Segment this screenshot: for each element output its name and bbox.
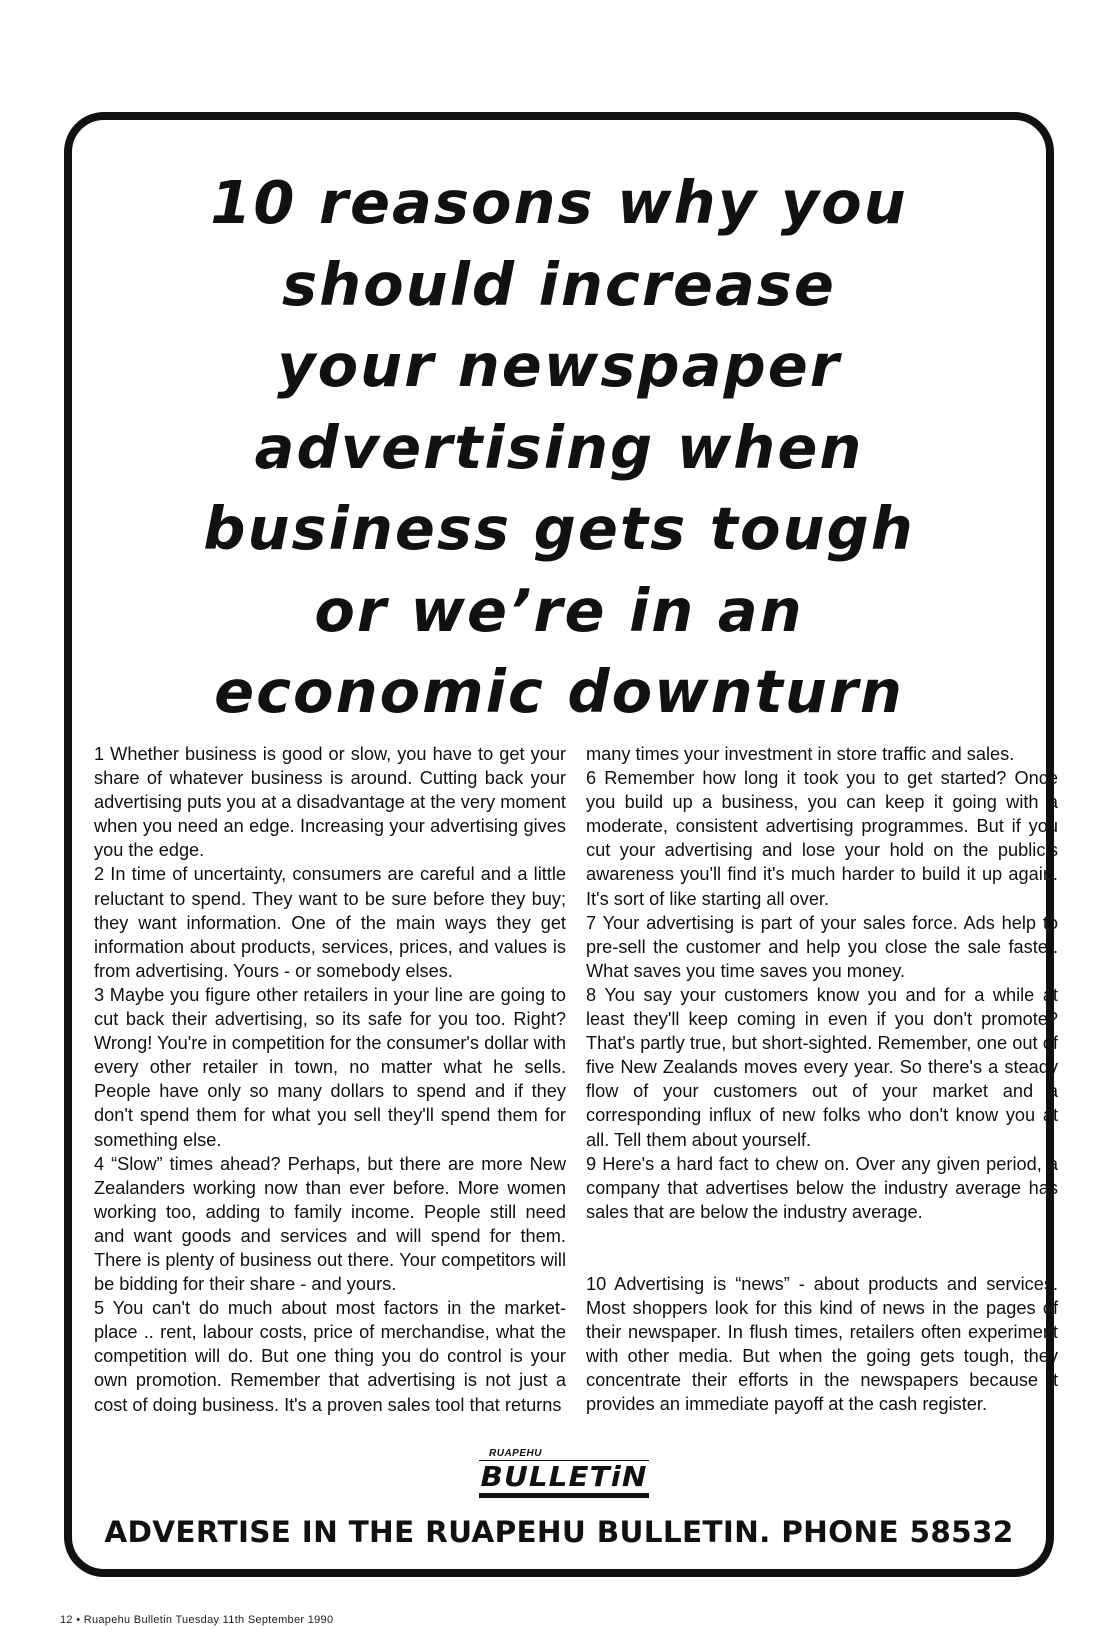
reason-text: You can't do much about most factors in the market-place .. rent, labour costs, price of merchandise, what the competition will do. But one thing you do control is your own promotion. Remember that advertising is not just a cost of doing business. It's a proven sales tool that returns: [94, 1298, 566, 1415]
headline-line: your newspaper: [277, 331, 841, 400]
reason-number: 6: [586, 768, 597, 789]
headline: [72, 162, 1046, 733]
reason-text: Whether business is good or slow, you have to get your share of whatever business is around. Cutting back your advertising puts you at a disadvantage at the very moment when you need an edge. Increasing your advertising gives you the edge.: [94, 744, 566, 861]
reason-8: [586, 983, 1058, 1152]
reason-number: 9: [586, 1153, 597, 1174]
body-columns: [94, 742, 1058, 1415]
reason-text: Advertising is “news” - about products and services. Most shoppers look for this kind of news in the pages of their newspaper. In flush times, retailers often experiment with other media. But when the going gets tough, they concentrate their efforts in the newspapers because it provides an immediate payoff at the cash register.: [586, 1273, 1058, 1415]
headline-line: advertising when: [254, 412, 864, 482]
reason-number: 3: [94, 984, 105, 1005]
reason-text: Remember how long it took you to get started? Once you build up a business, you can keep it going with a moderate, consistent advertising programmes. But if you cut your advertising and lose your hold on the public's awareness you'll find it's much harder to build it up again. It's sort of like starting all over.: [586, 768, 1058, 909]
call-to-action: ADVERTISE IN THE RUAPEHU BULLETIN. PHONE 58532: [104, 1515, 1014, 1549]
reason-5-continuation: many times your investment in store traffic and sales.: [586, 744, 1015, 764]
reason-text: Your advertising is part of your sales force. Ads help to pre-sell the customer and help you close the sale faster. What saves you time saves you money.: [586, 912, 1058, 981]
headline-line: business gets tough: [203, 494, 915, 563]
reason-3: [94, 983, 566, 1152]
reason-text: In time of uncertainty, consumers are careful and a little reluctant to spend. They want to be sure before they buy; they want information. One of the main ways they get information about products, services, prices, and values is from advertising. Yours - or somebody elses.: [94, 864, 566, 981]
reason-text: “Slow” times ahead? Perhaps, but there are more New Zealanders working now than ever before. More women working too, adding to family income. People still need and want goods and services and will spend for them. There is plenty of business out there. Your competitors will be bidding for their share - and yours.: [94, 1153, 566, 1295]
reason-number: 1: [94, 744, 105, 764]
column-gap: [586, 1224, 1058, 1272]
reason-text: Here's a hard fact to chew on. Over any given period, a company that advertises below the industry average has sales that are below the industry average.: [586, 1153, 1058, 1222]
logo-underline-bar: [479, 1493, 649, 1498]
ad-border-frame: [64, 112, 1058, 1577]
headline-line: or we’re in an: [314, 575, 804, 645]
reason-7: [586, 911, 1058, 983]
reason-text: You say your customers know you and for a while at least they'll keep coming in even if you don't promote? That's partly true, but short-sighted. Remember, one out of five New Zealands moves every year. So there's a steady flow of your customers out of your market and a corresponding influx of new folks who don't know you at all. Tell them about yourself.: [586, 984, 1058, 1150]
reason-number: 10: [586, 1273, 607, 1294]
reason-number: 4: [94, 1153, 105, 1174]
reason-1: [94, 742, 566, 862]
headline-line: 10 reasons why you: [210, 168, 908, 237]
reason-6: [586, 766, 1058, 911]
reason-4: [94, 1152, 566, 1297]
reason-5: [94, 1296, 566, 1416]
left-column: [94, 742, 566, 1417]
reason-10: [586, 1272, 1058, 1417]
reason-number: 7: [586, 912, 597, 933]
reason-number: 2: [94, 864, 105, 885]
logo-small-text: RUAPEHU: [479, 1448, 649, 1461]
reason-number: 8: [586, 984, 597, 1005]
page-footer: 12 • Ruapehu Bulletin Tuesday 11th September 1990: [60, 1614, 334, 1626]
headline-line: should increase: [282, 249, 836, 319]
logo-wordmark: BULLETiN: [480, 1460, 648, 1493]
ruapehu-bulletin-logo: [479, 1448, 649, 1504]
right-column: [586, 742, 1058, 1416]
reason-2: [94, 862, 566, 982]
reason-text: Maybe you figure other retailers in your line are going to cut back their advertising, so its safe for you too. Right? Wrong! You're in competition for the consumer's dollar with every other retailer in town, no matter what he sells. People have only so many dollars to spend and if they don't spend them for what you sell they'll spend them for something else.: [94, 984, 566, 1150]
reason-9: [586, 1152, 1058, 1224]
reason-number: 5: [94, 1298, 105, 1319]
headline-line: economic downturn: [214, 657, 904, 726]
